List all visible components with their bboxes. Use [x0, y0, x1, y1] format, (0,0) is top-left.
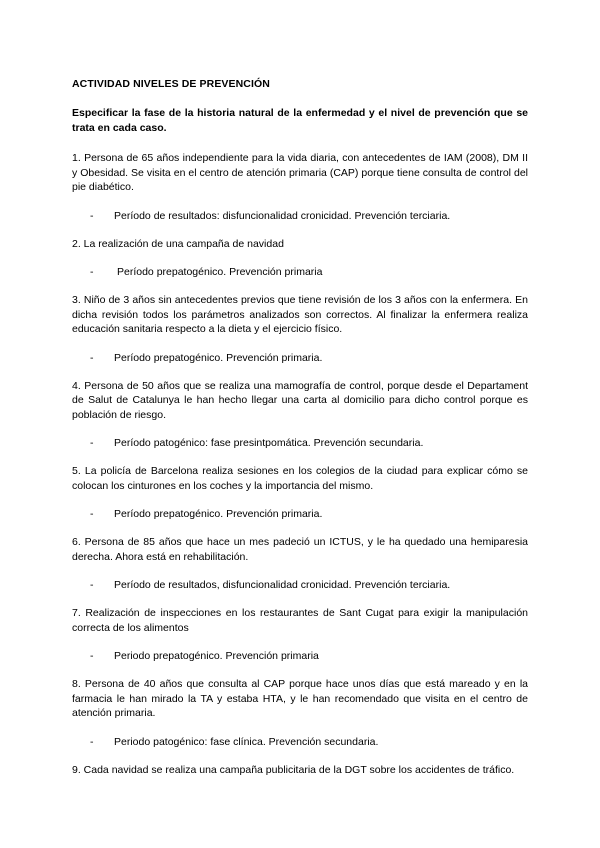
question-6: 6. Persona de 85 años que hace un mes padeció un ICTUS, y le ha quedado una hemiparesia derecha. Ahora está en rehabilitación.	[72, 536, 528, 563]
bullet-dash: -	[90, 735, 94, 748]
answer-7	[72, 649, 528, 663]
answer-3	[72, 351, 528, 365]
question-3: 3. Niño de 3 años sin antecedentes previos que tiene revisión de los 3 años con la enfermera. En dicha revisión todos los parámetros analizados son correctos. Al finalizar la enfermera realiza educación sanitaria respecto a la dieta y el ejercicio físico.	[72, 294, 528, 335]
bullet-dash: -	[90, 437, 94, 449]
question-8: 8. Persona de 40 años que consulta al CAP porque hace unos días que está mareado y en la farmacia le han mirado la TA y estaba HTA, y le han recomendado que visita en el centro de atención primaria.	[72, 678, 528, 719]
answer-text: Período prepatogénico. Prevención primaria.	[114, 351, 323, 364]
question-9: 9. Cada navidad se realiza una campaña publicitaria de la DGT sobre los accidentes de tráfico.	[72, 763, 515, 776]
question-5: 5. La policía de Barcelona realiza sesiones en los colegios de la ciudad para explicar cómo se colocan los cinturones en los coches y la importancia del mismo.	[72, 465, 528, 492]
answer-2	[72, 265, 528, 279]
bullet-dash: -	[90, 508, 94, 520]
question-4: 4. Persona de 50 años que se realiza una mamografía de control, porque desde el Departament de Salut de Catalunya le han hecho llegar una carta al domicilio para dicho control porque es población de riesgo.	[72, 379, 528, 421]
question-7: 7. Realización de inspecciones en los restaurantes de Sant Cugat para exigir la manipulación correcta de los alimentos	[72, 607, 528, 634]
bullet-dash: -	[90, 266, 94, 278]
bullet-dash: -	[90, 351, 94, 364]
answer-text: Período de resultados, disfuncionalidad cronicidad. Prevención terciaria.	[114, 579, 451, 591]
answer-8	[72, 735, 528, 749]
bullet-dash: -	[90, 209, 94, 222]
answer-6	[72, 578, 528, 592]
answer-text: Período prepatogénico. Prevención primaria.	[114, 508, 323, 520]
document-instructions: Especificar la fase de la historia natural de la enfermedad y el nivel de prevención que se trata en cada caso.	[72, 107, 528, 134]
bullet-dash: -	[90, 650, 94, 662]
question-1: 1. Persona de 65 años independiente para la vida diaria, con antecedentes de IAM (2008), DM II y Obesidad. Se visita en el centro de atención primaria (CAP) porque tiene consulta de control del pie diabético.	[72, 152, 528, 193]
answer-text: Periodo patogénico: fase clínica. Prevención secundaria.	[114, 735, 379, 748]
bullet-dash: -	[90, 579, 94, 591]
answer-text: Período patogénico: fase presintpomática. Prevención secundaria.	[114, 437, 424, 449]
answer-5	[72, 507, 528, 521]
document-content	[72, 78, 528, 791]
answer-text: Período prepatogénico. Prevención primaria	[117, 266, 323, 278]
answer-text: Periodo prepatogénico. Prevención primaria	[114, 650, 319, 662]
answer-1	[72, 209, 528, 223]
answer-4	[72, 436, 528, 450]
answer-text: Período de resultados: disfuncionalidad cronicidad. Prevención terciaria.	[114, 209, 451, 222]
question-2: 2. La realización de una campaña de navidad	[72, 237, 284, 250]
document-title: ACTIVIDAD NIVELES DE PREVENCIÓN	[72, 78, 270, 90]
